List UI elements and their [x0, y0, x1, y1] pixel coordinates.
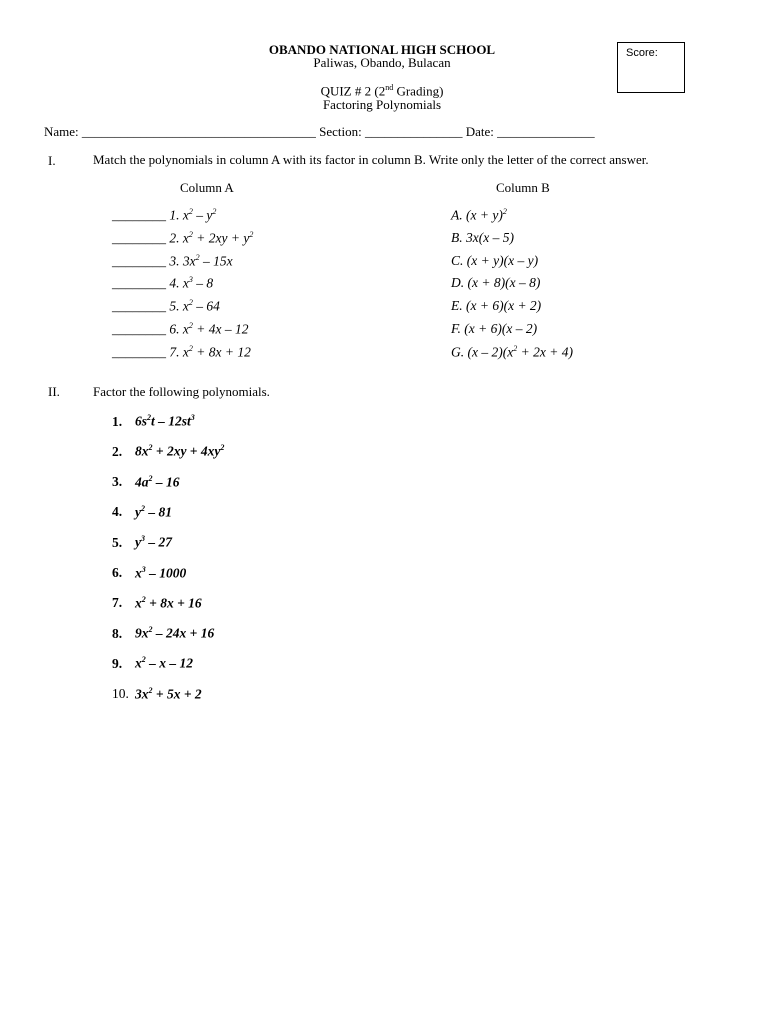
column-a-item — [112, 275, 213, 292]
problem-number: 1. — [112, 413, 123, 429]
exponent: 3 — [188, 275, 193, 285]
polynomial-text: – 64 — [192, 298, 220, 314]
polynomial-text: + 2xy + y — [192, 230, 250, 246]
exponent: 2 — [220, 443, 225, 453]
factor-problem — [112, 655, 193, 672]
exponent: 2 — [195, 252, 200, 262]
polynomial-text: 3x — [135, 686, 149, 702]
polynomial-text: 3. 3x — [169, 253, 196, 269]
polynomial-text: – x – 12 — [145, 655, 193, 671]
student-info-line[interactable]: Name: ____________________________________ Section: _______________ Date: _______________ — [44, 124, 595, 139]
answer-blank[interactable]: ________ — [112, 207, 170, 223]
polynomial-text: x — [135, 565, 142, 580]
problem-number: 5. — [112, 534, 123, 550]
factor-problem — [112, 413, 195, 430]
polynomial-text: + 4x – 12 — [192, 321, 249, 337]
problem-number: 6. — [112, 565, 123, 580]
problem-number: 2. — [112, 443, 123, 459]
exponent: 2 — [148, 443, 153, 453]
school-address: Paliwas, Obando, Bulacan — [313, 55, 451, 70]
exponent: 2 — [148, 473, 153, 483]
polynomial-text: t – 12st — [151, 413, 191, 429]
exponent: 3 — [141, 564, 146, 574]
factor-problem — [112, 686, 202, 703]
column-b-item — [451, 344, 573, 361]
answer-blank[interactable]: ________ — [112, 344, 170, 360]
answer-blank[interactable]: ________ — [112, 321, 170, 337]
exponent: 2 — [502, 207, 507, 216]
exponent: 2 — [212, 207, 217, 216]
column-a-item — [112, 230, 253, 247]
factor-problem — [112, 443, 224, 460]
polynomial-text: y — [135, 534, 141, 550]
polynomial-text: – 27 — [145, 534, 172, 550]
column-a-item — [112, 207, 216, 224]
factor-text: C. (x + y)(x – y) — [451, 252, 539, 268]
problem-number: 7. — [112, 595, 123, 611]
column-b-item — [451, 230, 514, 246]
polynomial-text: 6s — [135, 413, 148, 429]
quiz-subject: Factoring Polynomials — [322, 97, 442, 112]
factor-text: F. (x + 6)(x – 2) — [451, 321, 538, 336]
problem-number: 9. — [112, 655, 123, 671]
polynomial-text: 8x — [135, 443, 149, 459]
factor-text: B. 3x(x – 5) — [451, 229, 514, 245]
exponent: 2 — [148, 625, 153, 635]
part-2-instruction: Factor the following polynomials. — [93, 384, 270, 399]
column-b-item — [451, 321, 537, 337]
polynomial-text: 9x — [135, 625, 149, 641]
problem-number: 4. — [112, 504, 123, 520]
column-b-item — [451, 253, 538, 269]
part-1-instruction: Match the polynomials in column A with its factor in column B. Write only the letter of the correct answer. — [93, 152, 649, 167]
exponent: 2 — [188, 207, 193, 216]
factor-problem — [112, 565, 186, 582]
column-b-item — [451, 298, 541, 314]
polynomial-text: 4. x — [169, 275, 189, 291]
polynomial-text: y — [135, 504, 141, 520]
problem-number: 3. — [112, 474, 123, 490]
score-box — [617, 42, 685, 93]
polynomial-text: – y — [192, 207, 213, 223]
factor-problem — [112, 595, 202, 612]
polynomial-text: – 24x + 16 — [152, 625, 215, 641]
answer-blank[interactable]: ________ — [112, 275, 170, 291]
part-2-numeral: II. — [48, 384, 60, 399]
factor-problem — [112, 625, 214, 642]
quiz-title-sup: nd — [385, 83, 394, 92]
quiz-title-rest: Grading) — [393, 83, 444, 99]
exponent: 2 — [148, 685, 153, 695]
quiz-title-text: QUIZ # 2 (2 — [320, 83, 386, 99]
factor-text: E. (x + 6)(x + 2) — [451, 298, 542, 314]
exponent: 3 — [190, 413, 195, 422]
factor-text: A. (x + y) — [451, 207, 503, 223]
problem-number: 10. — [112, 686, 129, 702]
factor-text: D. (x + 8)(x – 8) — [451, 275, 541, 291]
factor-text: + 2x + 4) — [517, 344, 573, 360]
column-a-item — [112, 321, 248, 338]
column-a-item — [112, 344, 251, 361]
answer-blank[interactable]: ________ — [112, 253, 170, 269]
polynomial-text: + 5x + 2 — [152, 686, 202, 702]
answer-blank[interactable]: ________ — [112, 230, 170, 246]
column-a-header: Column A — [180, 180, 234, 195]
exponent: 2 — [147, 413, 152, 422]
exponent: 2 — [188, 229, 193, 239]
polynomial-text: x — [135, 655, 142, 671]
polynomial-text: – 81 — [145, 504, 172, 520]
polynomial-text: x — [135, 595, 142, 611]
column-b-item — [451, 207, 507, 224]
exponent: 2 — [141, 503, 145, 513]
exponent: 2 — [188, 298, 193, 308]
factor-problem — [112, 534, 172, 551]
answer-blank[interactable]: ________ — [112, 298, 170, 314]
column-b-header: Column B — [496, 180, 550, 195]
polynomial-text: – 16 — [152, 474, 180, 490]
polynomial-text: – 1000 — [145, 565, 187, 580]
factor-problem — [112, 474, 180, 491]
factor-problem — [112, 504, 172, 521]
exponent: 2 — [249, 229, 254, 239]
exponent: 2 — [513, 343, 518, 353]
polynomial-text: 2. x — [169, 230, 189, 246]
part-1-numeral: I. — [48, 153, 56, 168]
polynomial-text: 1. x — [169, 207, 189, 223]
polynomial-text: 4a — [135, 474, 149, 490]
factor-text: G. (x – 2)(x — [451, 344, 514, 360]
school-name: OBANDO NATIONAL HIGH SCHOOL — [268, 42, 496, 57]
polynomial-text: 5. x — [169, 298, 189, 314]
polynomial-text: + 2xy + 4xy — [152, 443, 221, 459]
problem-number: 8. — [112, 625, 123, 641]
exponent: 2 — [188, 343, 193, 353]
score-label: Score: — [626, 47, 658, 59]
polynomial-text: 6. x — [169, 321, 189, 337]
exponent: 3 — [141, 534, 145, 544]
polynomial-text: + 8x + 12 — [192, 344, 251, 360]
polynomial-text: – 8 — [192, 275, 214, 291]
column-b-item — [451, 275, 540, 291]
polynomial-text: 7. x — [169, 344, 189, 360]
polynomial-text: – 15x — [199, 253, 233, 269]
exponent: 2 — [141, 594, 146, 604]
polynomial-text: + 8x + 16 — [145, 595, 202, 611]
exponent: 2 — [141, 655, 146, 665]
column-a-item — [112, 253, 233, 270]
column-a-item — [112, 298, 220, 315]
exponent: 2 — [188, 321, 193, 330]
